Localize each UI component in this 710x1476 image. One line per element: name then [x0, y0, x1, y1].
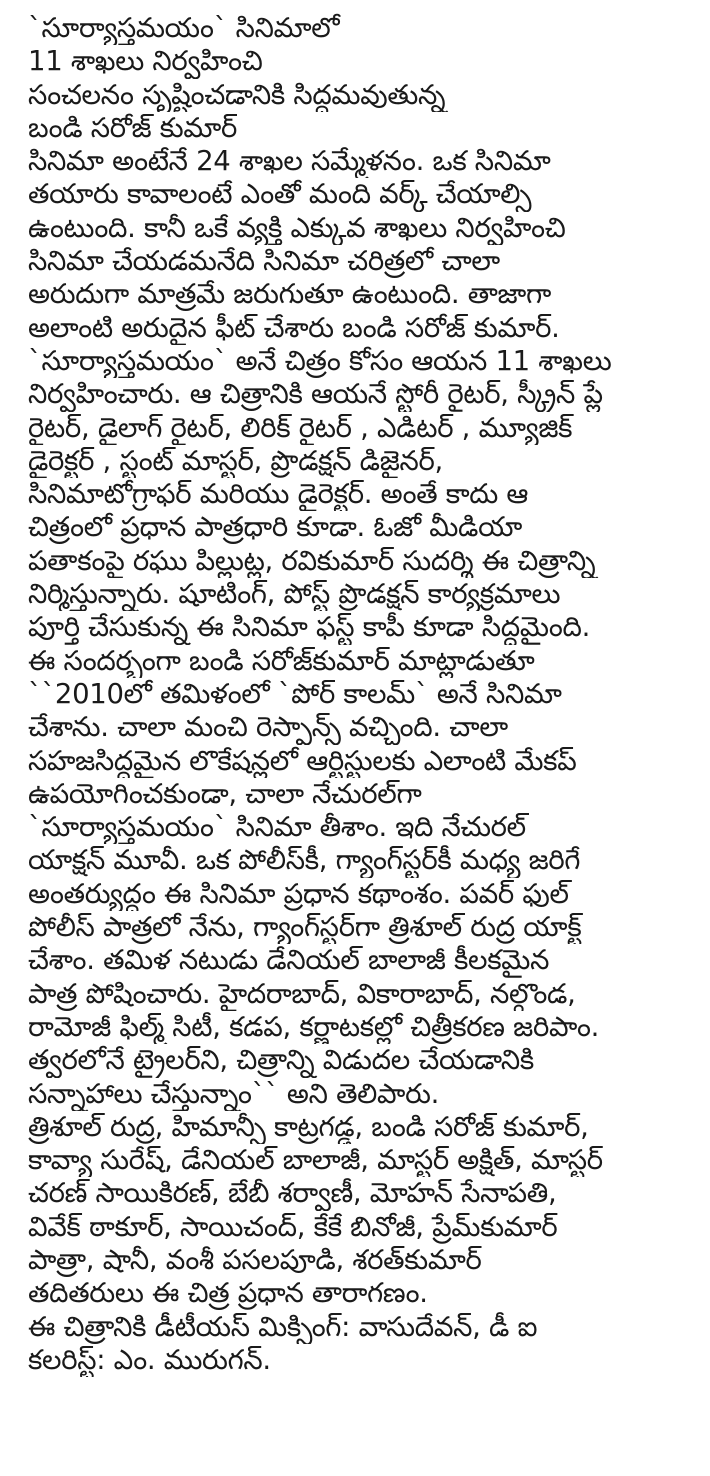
body-line: రైటర్, డైలాగ్ రైటర్, లిరిక్ రైటర్ , ఎడిటర్ , మ్యూజిక్ — [28, 411, 573, 444]
body-line: త్వరలోనే ట్రైలర్‌ని, చిత్రాన్ని విడుదల చేయడానికి — [28, 1044, 534, 1077]
body-line: త్రిశూల్ రుద్ర, హిమాన్సీ కాట్రగడ్డ, బండి సరోజ్ కుమార్, — [28, 1110, 589, 1143]
article-body — [28, 145, 704, 1377]
heading-line: బండి సరోజ్ కుమార్ — [28, 111, 237, 144]
body-line: అలాంటి అరుదైన ఫీట్ చేశారు బండి సరోజ్ కుమార్. — [28, 311, 560, 344]
body-line: చిత్రంలో ప్రధాన పాత్రధారి కూడా. ఓజో మీడియా — [28, 511, 522, 544]
heading-line: సంచలనం సృష్టించడానికి సిద్ధమవుతున్న — [28, 78, 446, 111]
body-line: రామోజీ ఫిల్మ్ సిటీ, కడప, కర్ణాటకల్లో చిత్రీకరణ జరిపాం. — [28, 1010, 600, 1043]
body-line: పతాకంపై రఘు పిల్లుట్ల, రవికుమార్ సుదర్శి ఈ చిత్రాన్ని — [28, 544, 596, 577]
body-line: సన్నాహాలు చేస్తున్నాం`` అని తెలిపారు. — [28, 1077, 440, 1110]
body-line: కావ్యా సురేష్, డేనియల్ బాలాజీ, మాస్టర్ అక్షిత్, మాస్టర్ — [28, 1144, 603, 1177]
body-line: సినిమాటోగ్రాఫర్ మరియు డైరెక్టర్. అంతే కాదు ఆ — [28, 478, 529, 511]
body-line: యాక్షన్ మూవీ. ఒక పోలీస్‌కీ, గ్యాంగ్‌స్టర్‌కీ మధ్య జరిగే — [28, 844, 581, 877]
body-line: `సూర్యాస్తమయం` అనే చిత్రం కోసం ఆయన 11 శాఖలు — [28, 344, 612, 377]
body-line: అంతర్యుద్ధం ఈ సినిమా ప్రధాన కథాంశం. పవర్ ఫుల్ — [28, 877, 569, 910]
body-line: `సూర్యాస్తమయం` సినిమా తీశాం. ఇది నేచురల్ — [28, 811, 526, 844]
body-line: పూర్తి చేసుకున్న ఈ సినిమా ఫస్ట్ కాపీ కూడా సిద్ధమైంది. — [28, 611, 591, 644]
body-line: ఉంటుంది. కానీ ఒకే వ్యక్తి ఎక్కువ శాఖలు నిర్వహించి — [28, 211, 566, 244]
body-line: పాత్ర పోషించారు. హైదరాబాద్, వికారాబాద్, నల్గొండ, — [28, 977, 576, 1010]
body-line: డైరెక్టర్ , స్టంట్ మాస్టర్, ప్రొడక్షన్ డిజైనర్, — [28, 444, 443, 477]
body-line: పోలీస్ పాత్రలో నేను, గ్యాంగ్‌స్టర్‌గా త్రిశూల్ రుద్ర యాక్ట్ — [28, 911, 582, 944]
heading-line: `సూర్యాస్తమయం` సినిమాలో — [28, 12, 340, 44]
body-line: నిర్మిస్తున్నారు. షూటింగ్, పోస్ట్ ప్రొడక్షన్ కార్యక్రమాలు — [28, 578, 561, 611]
article — [28, 12, 704, 1377]
body-line: వివేక్ ఠాకూర్, సాయిచంద్, కేకే బినోజీ, ప్రేమ్‌కుమార్ — [28, 1210, 558, 1243]
body-line: నిర్వహించారు. ఆ చిత్రానికి ఆయనే స్టోరీ రైటర్, స్క్రీన్ ప్లే — [28, 378, 603, 411]
body-line: చేశాను. చాలా మంచి రెస్పాన్స్ వచ్చింది. చాలా — [28, 711, 508, 744]
body-line: సినిమా అంటేనే 24 శాఖల సమ్మేళనం. ఒక సినిమా — [28, 145, 551, 178]
body-line: ఈ చిత్రానికి డీటీయస్ మిక్సింగ్: వాసుదేవన్, డీ ఐ — [28, 1310, 538, 1343]
body-line: ఉపయోగించకుండా, చాలా నేచురల్‌గా — [28, 777, 422, 810]
body-line: ఈ సందర్భంగా బండి సరోజ్‌కుమార్ మాట్లాడుతూ — [28, 644, 535, 677]
body-line: ``2010లో తమిళంలో `పోర్ కాలమ్` అనే సినిమా — [28, 677, 562, 710]
body-line: పాత్రా, షానీ, వంశీ పసలపూడి, శరత్‌కుమార్ — [28, 1243, 482, 1276]
body-line: తదితరులు ఈ చిత్ర ప్రధాన తారాగణం. — [28, 1277, 428, 1310]
body-line: సినిమా చేయడమనేది సినిమా చరిత్రలో చాలా — [28, 245, 500, 278]
body-line: తయారు కావాలంటే ఎంతో మంది వర్క్ చేయాల్సి — [28, 178, 532, 211]
body-line: సహజసిద్ధమైన లొకేషన్లలో ఆర్టిస్టులకు ఎలాంటి మేకప్ — [28, 744, 577, 777]
body-line: చేశాం. తమిళ నటుడు డేనియల్ బాలాజీ కీలకమైన — [28, 944, 550, 977]
body-line: చరణ్ సాయికిరణ్, బేబీ శర్వాణీ, మోహన్ సేనాపతి, — [28, 1177, 557, 1210]
body-line: అరుదుగా మాత్రమే జరుగుతూ ఉంటుంది. తాజాగా — [28, 278, 551, 311]
article-heading — [28, 12, 704, 145]
heading-line: 11 శాఖలు నిర్వహించి — [28, 45, 263, 78]
body-line: కలరిస్ట్: ఎం. మురుగన్. — [28, 1343, 271, 1376]
